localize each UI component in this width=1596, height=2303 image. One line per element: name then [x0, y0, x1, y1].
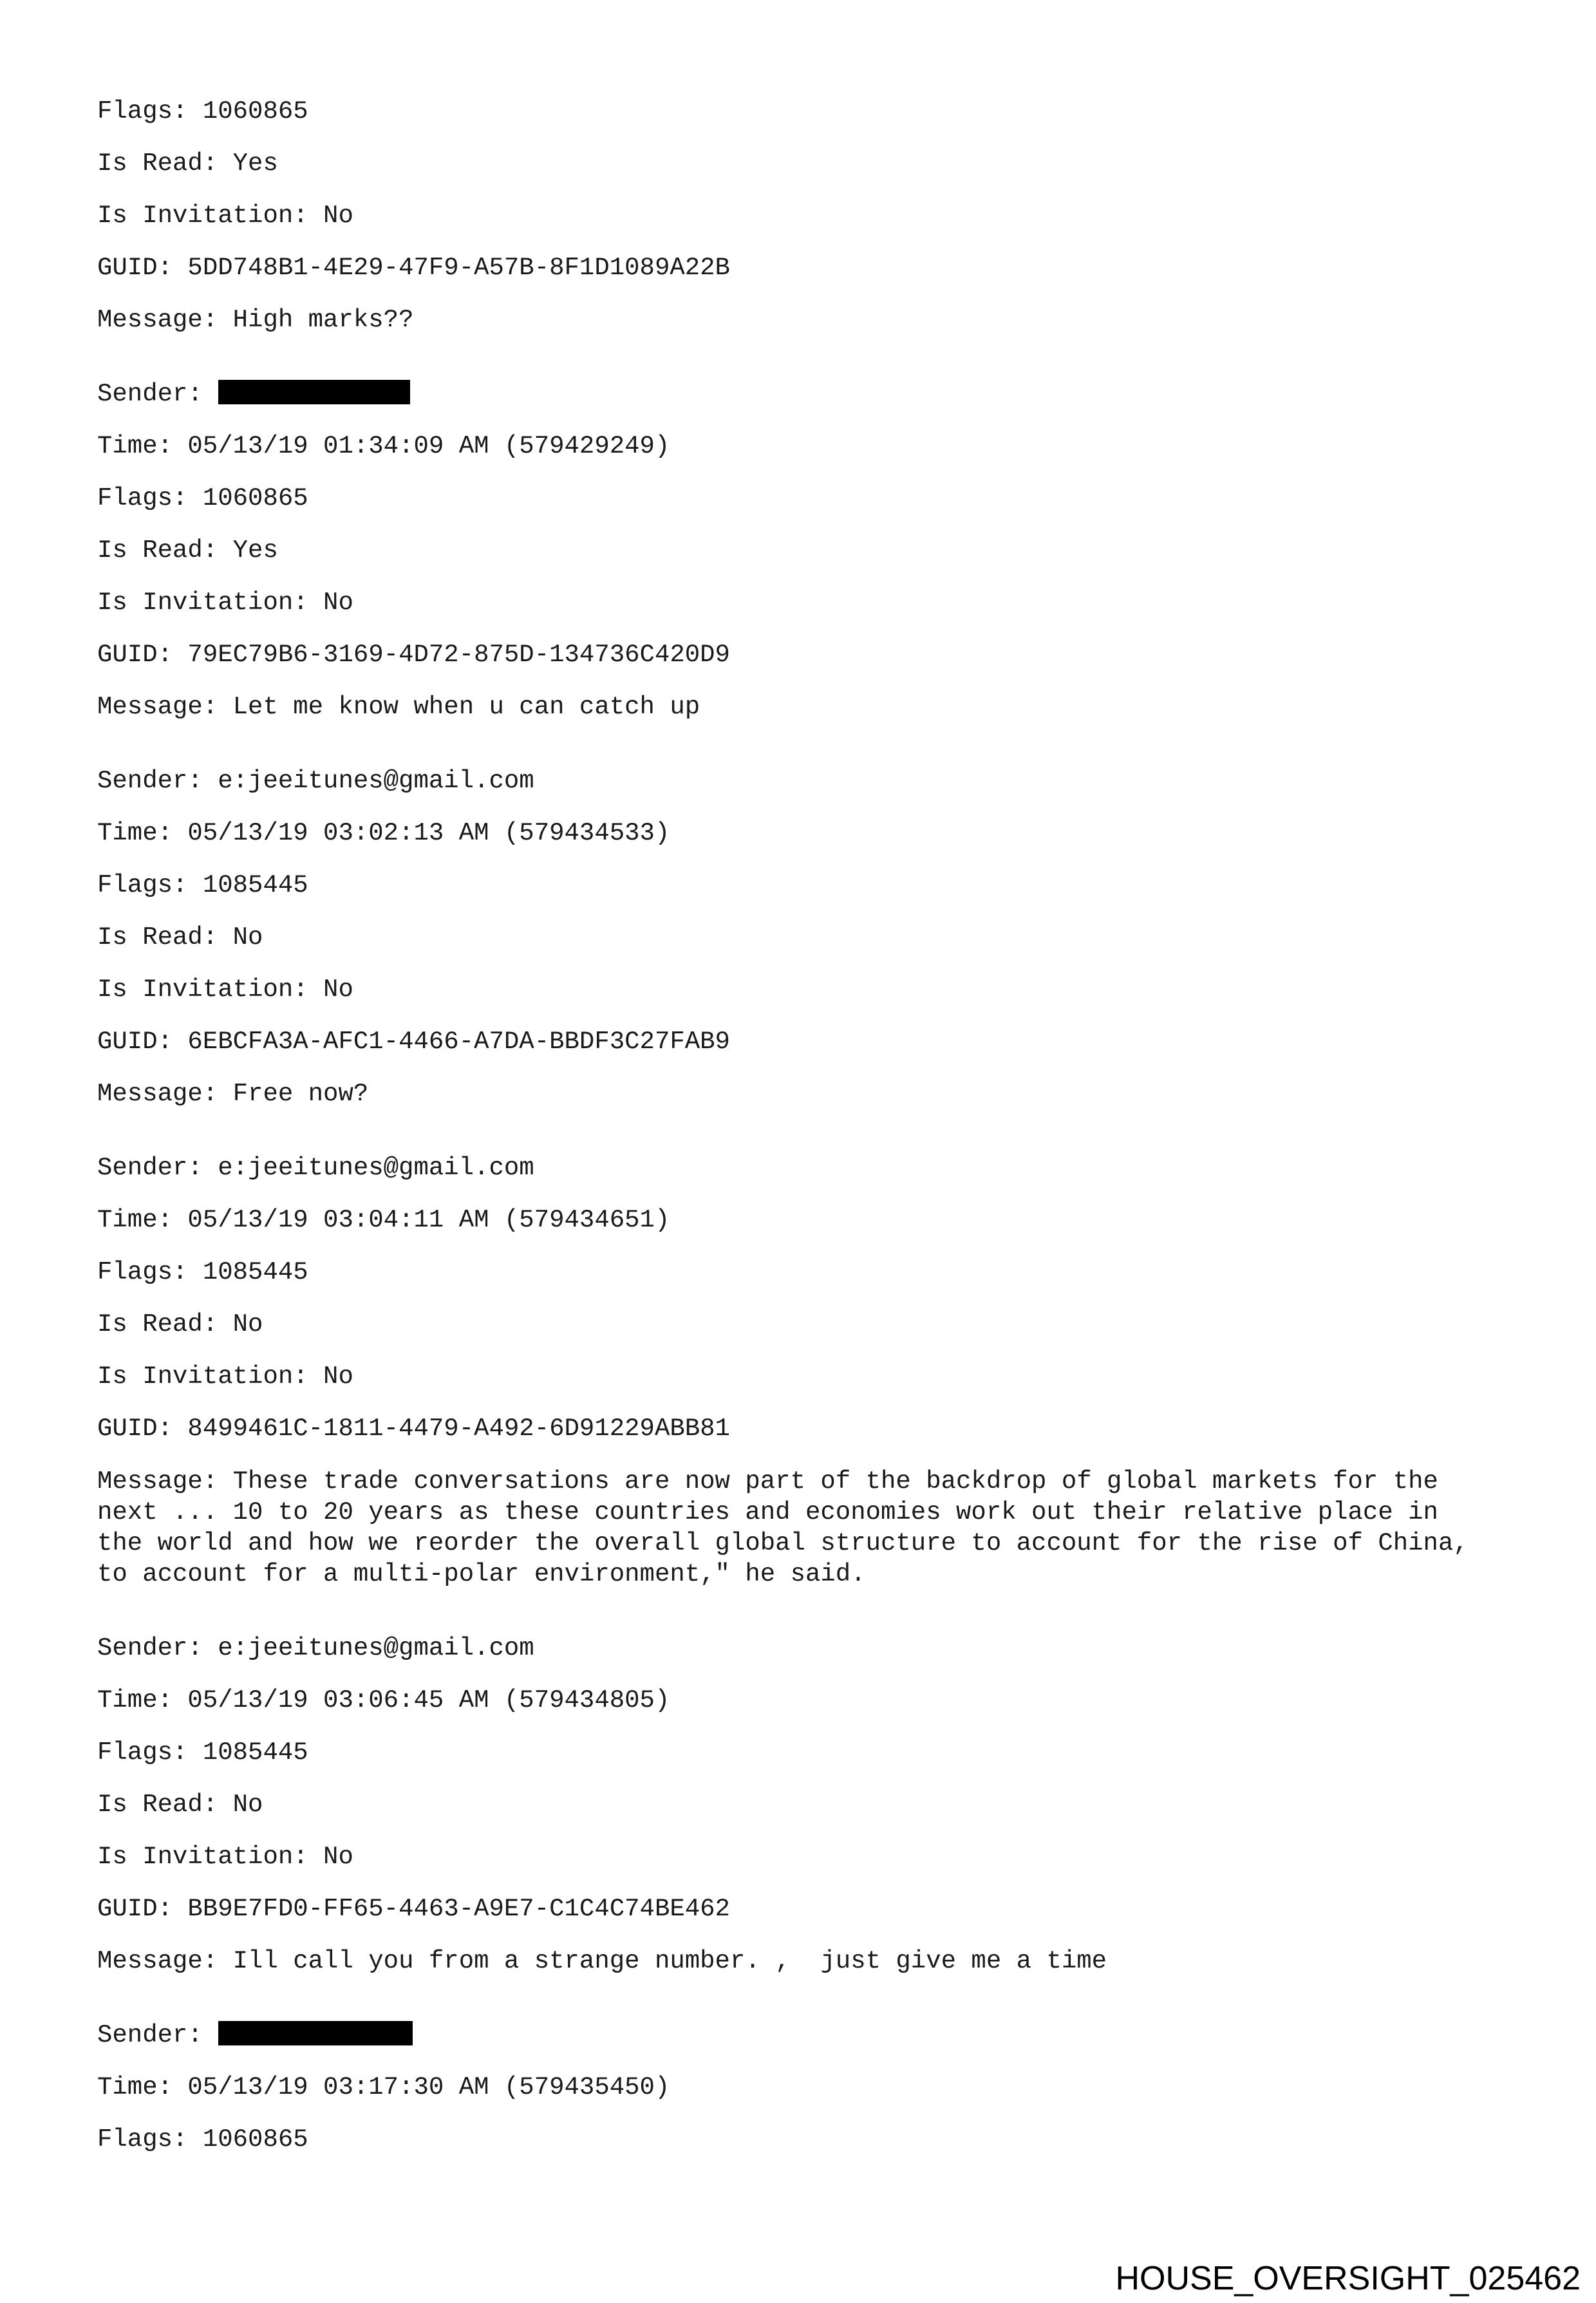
- guid-line: GUID: 8499461C-1811-4479-A492-6D91229ABB81: [97, 1415, 730, 1443]
- is-invitation-line: Is Invitation: No: [97, 1362, 353, 1391]
- time-line: Time: 05/13/19 03:04:11 AM (579434651): [97, 1206, 670, 1234]
- redaction-box: [218, 380, 410, 404]
- flags-line: Flags: 1085445: [97, 871, 308, 899]
- time-line: Time: 05/13/19 01:34:09 AM (579429249): [97, 432, 670, 460]
- is-invitation-line: Is Invitation: No: [97, 975, 353, 1004]
- message-line: Message: High marks??: [97, 306, 414, 334]
- flags-line: Flags: 1060865: [97, 484, 308, 512]
- flags-line: Flags: 1060865: [97, 2125, 308, 2154]
- sender-line: [97, 379, 1514, 409]
- sender-line: Sender: e:jeeitunes@gmail.com: [97, 1154, 534, 1182]
- is-read-line: Is Read: Yes: [97, 149, 278, 178]
- is-read-line: Is Read: No: [97, 1791, 263, 1819]
- flags-line: Flags: 1085445: [97, 1258, 308, 1286]
- sender-line: Sender: e:jeeitunes@gmail.com: [97, 1634, 534, 1662]
- guid-line: GUID: 6EBCFA3A-AFC1-4466-A7DA-BBDF3C27FAB9: [97, 1028, 730, 1056]
- guid-line: GUID: 79EC79B6-3169-4D72-875D-134736C420D9: [97, 641, 730, 669]
- sender-label: Sender:: [97, 380, 203, 408]
- is-read-line: Is Read: Yes: [97, 536, 278, 565]
- is-read-line: Is Read: No: [97, 1310, 263, 1339]
- sender-line: Sender: e:jeeitunes@gmail.com: [97, 767, 534, 795]
- guid-line: GUID: 5DD748B1-4E29-47F9-A57B-8F1D1089A22B: [97, 254, 730, 282]
- message-log: [97, 97, 1514, 2177]
- message-line: Message: Ill call you from a strange number. , just give me a time: [97, 1947, 1107, 1975]
- message-line: Message: Free now?: [97, 1080, 369, 1108]
- time-line: Time: 05/13/19 03:02:13 AM (579434533): [97, 819, 670, 847]
- guid-line: GUID: BB9E7FD0-FF65-4463-A9E7-C1C4C74BE462: [97, 1895, 730, 1923]
- is-invitation-line: Is Invitation: No: [97, 202, 353, 230]
- flags-line: Flags: 1060865: [97, 97, 308, 126]
- message-line: Message: These trade conversations are now part of the backdrop of global markets for the next ... 10 to 20 years as these countries and economies work out their relative place in the world and how we reorder the overall global structure to account for the rise of China, to account for a multi-polar environment," he said.: [97, 1467, 1469, 1588]
- bates-number: HOUSE_OVERSIGHT_025462: [1115, 2260, 1581, 2297]
- flags-line: Flags: 1085445: [97, 1738, 308, 1767]
- sender-line: [97, 2020, 1514, 2051]
- is-read-line: Is Read: No: [97, 923, 263, 952]
- is-invitation-line: Is Invitation: No: [97, 588, 353, 617]
- sender-label: Sender:: [97, 2021, 203, 2049]
- redaction-box: [218, 2021, 413, 2045]
- message-line: Message: Let me know when u can catch up: [97, 693, 700, 721]
- is-invitation-line: Is Invitation: No: [97, 1843, 353, 1871]
- time-line: Time: 05/13/19 03:17:30 AM (579435450): [97, 2073, 670, 2101]
- time-line: Time: 05/13/19 03:06:45 AM (579434805): [97, 1686, 670, 1715]
